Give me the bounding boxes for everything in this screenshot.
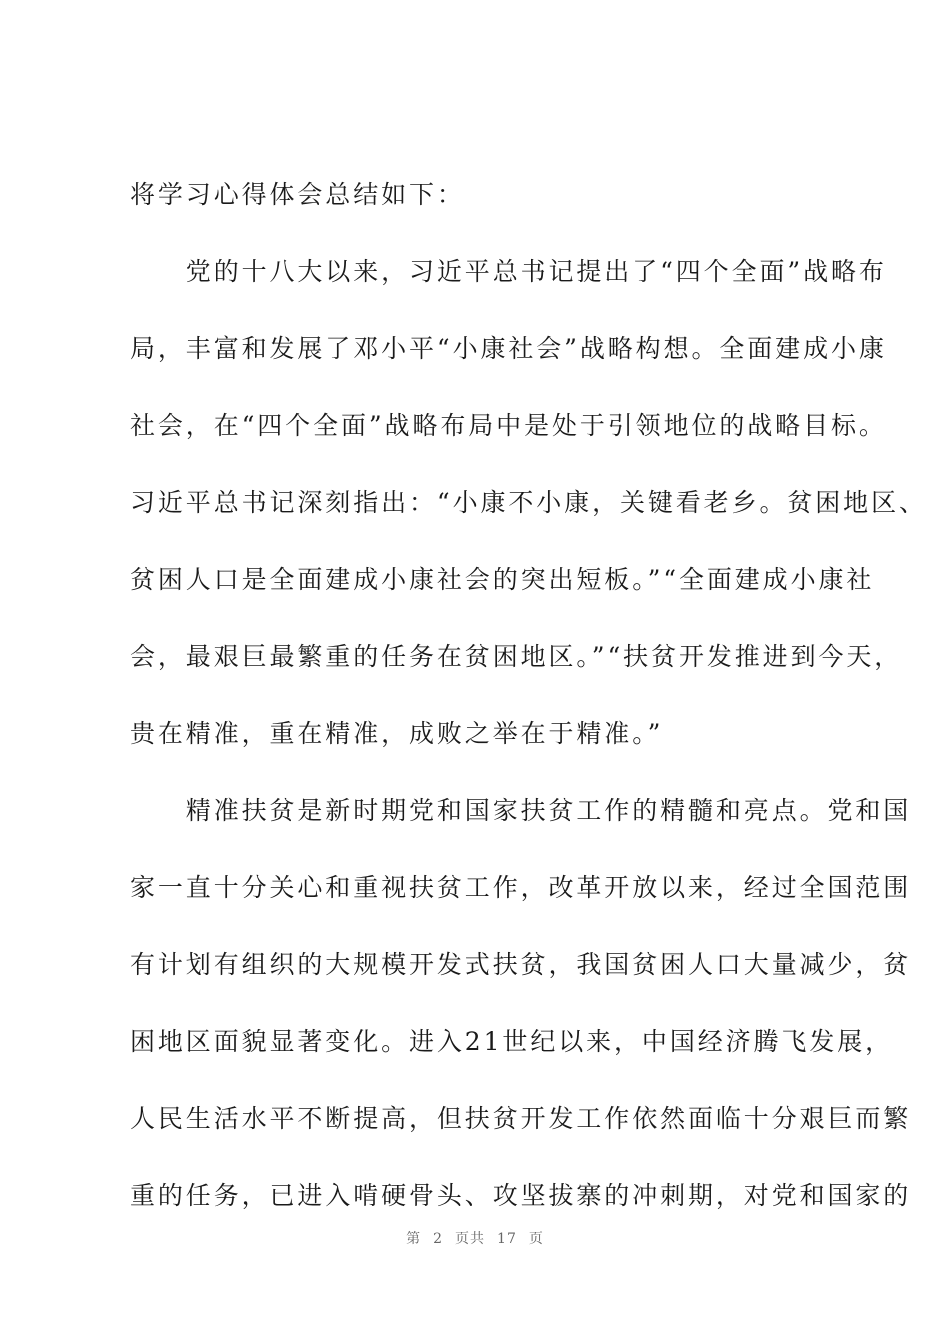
- text-line: 困地区面貌显著变化。进入21世纪以来，中国经济腾飞发展，: [130, 1027, 894, 1056]
- text-line: 会，最艰巨最繁重的任务在贫困地区。”“扶贫开发推进到今天，: [130, 642, 903, 671]
- page-suffix: 页: [528, 1231, 544, 1247]
- text-line: 党的十八大以来，习近平总书记提出了“四个全面”战略布: [130, 257, 887, 286]
- text-line: 有计划有组织的大规模开发式扶贫，我国贫困人口大量减少，贫: [130, 950, 912, 979]
- text-line: 将学习心得体会总结如下：: [130, 180, 465, 209]
- text-line: 习近平总书记深刻指出：“小康不小康，关键看老乡。贫困地区、: [130, 488, 927, 517]
- text-line: 精准扶贫是新时期党和国家扶贫工作的精髓和亮点。党和国: [130, 796, 912, 825]
- text-line: 重的任务，已进入啃硬骨头、攻坚拔寨的冲刺期，对党和国家的: [130, 1181, 912, 1210]
- text-line: 贫困人口是全面建成小康社会的突出短板。”“全面建成小康社: [130, 565, 875, 594]
- page-footer: [0, 1228, 950, 1248]
- text-line: 社会，在“四个全面”战略布局中是处于引领地位的战略目标。: [130, 411, 887, 440]
- text-line: 局，丰富和发展了邓小平“小康社会”战略构想。全面建成小康: [130, 334, 887, 363]
- page-prefix: 第: [406, 1231, 422, 1247]
- current-page-number: 2: [433, 1231, 444, 1247]
- text-line: 人民生活水平不断提高，但扶贫开发工作依然面临十分艰巨而繁: [130, 1104, 912, 1133]
- total-pages-number: 17: [497, 1231, 517, 1247]
- text-line: 家一直十分关心和重视扶贫工作，改革开放以来，经过全国范围: [130, 873, 912, 902]
- text-line: 贵在精准，重在精准，成败之举在于精准。”: [130, 719, 664, 748]
- page-middle: 页共: [455, 1231, 486, 1247]
